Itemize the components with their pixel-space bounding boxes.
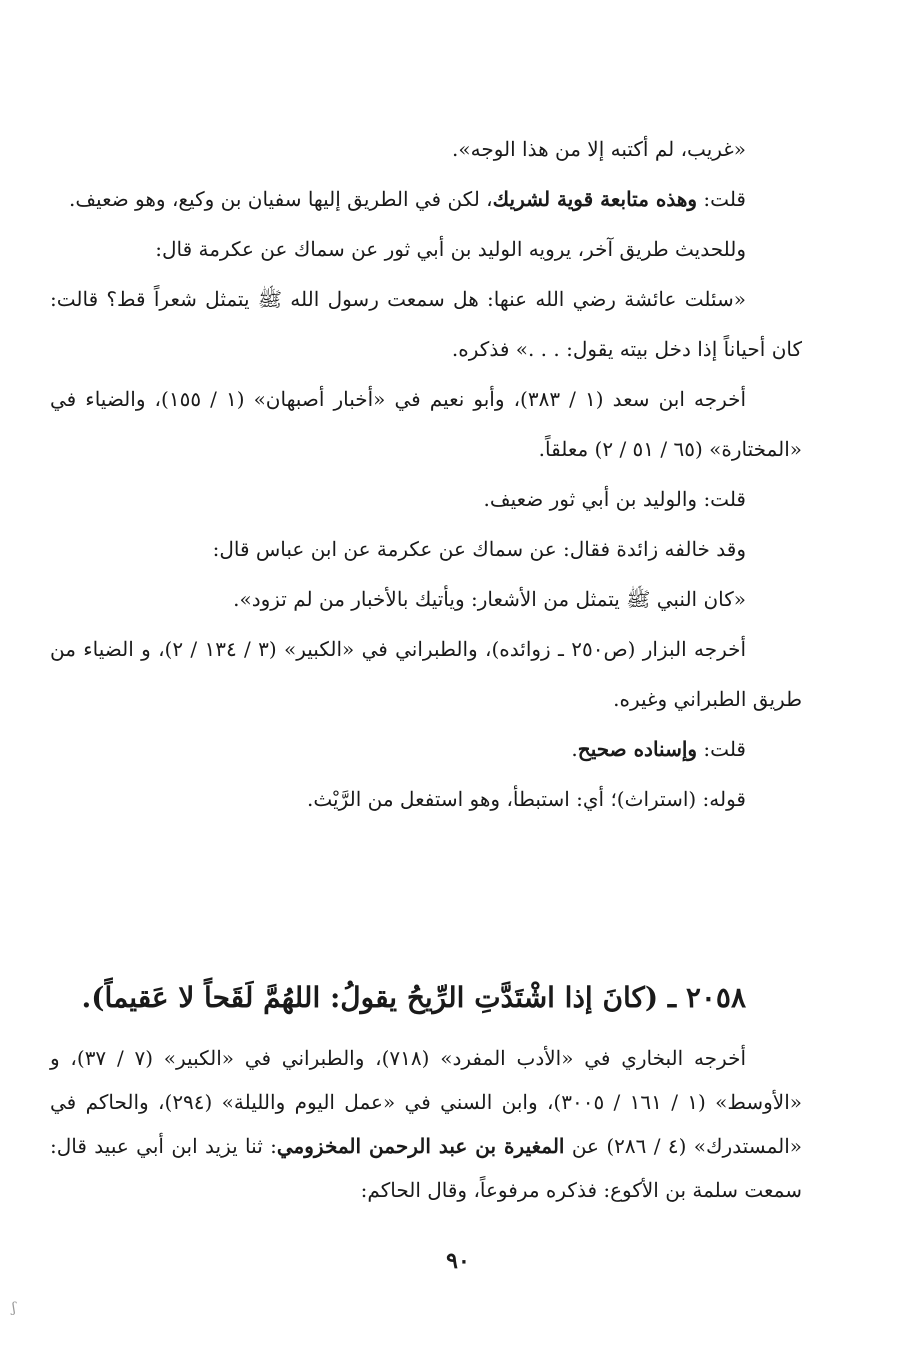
takhrij-text: أخرجه البخاري في «الأدب المفرد» (٧١٨)، والطبراني في «الكبير» (٧ / ٣٧)، و «الأوسط» (١ / ١٦١ / ٣٠٠٥)، وابن السني في «عمل اليوم والليلة» (٢٩٤)، والحاكم في «المستدرك» (٤ / ٢٨٦) عن [50,1046,803,1158]
hadith-heading: ٢٠٥٨ ـ (كانَ إذا اشْتَدَّتِ الرِّيحُ يقولُ: اللهُمَّ لَقَحاً لا عَقيماً). [81,981,746,1014]
note-rest: . [571,737,578,761]
paragraph-note-sharik [50,174,802,224]
paragraph-istarath: قوله: (استراث)؛ أي: استبطأ، وهو استفعل من الرَّيْث. [307,787,746,811]
paragraph-takhrij-ibn-saad: أخرجه ابن سعد (١ / ٣٨٣)، وأبو نعيم في «أخبار أصبهان» (١ / ١٥٥)، والضياء في «المختارة» (٦٥ / ٥١ / ٢) معلقاً. [50,387,802,461]
paragraph-note-waleed: قلت: والوليد بن أبي ثور ضعيف. [483,487,746,511]
paragraph-takhrij-bazzar: أخرجه البزار (ص٢٥٠ ـ زوائده)، والطبراني في «الكبير» (٣ / ١٣٤ / ٢)، و الضياء من طريق الطبراني وغيره. [50,637,802,711]
paragraph-quote-ghareeb: «غريب، لم أكتبه إلا من هذا الوجه». [452,137,746,161]
bold-phrase: وإسناده صحيح [577,737,698,761]
paragraph-another-route: وللحديث طريق آخر، يرويه الوليد بن أبي ثور عن سماك عن عكرمة قال: [155,237,746,261]
paragraph-prophet-quote: «كان النبي ﷺ يتمثل من الأشعار: ويأتيك بالأخبار من لم تزود». [233,587,746,611]
bold-phrase: وهذه متابعة قوية لشريك [492,187,698,211]
page-number: ٩٠ [446,1248,470,1274]
paragraph-aisha-quote: «سئلت عائشة رضي الله عنها: هل سمعت رسول الله ﷺ يتمثل شعراً قط؟ قالت: كان أحياناً إذا دخل بيته يقول: . . .» فذكره. [50,287,802,361]
body-text-bottom [50,1036,802,1212]
note-prefix: قلت: [697,737,746,761]
takhrij-rest: : ثنا يزيد ابن أبي عبيد قال: سمعت سلمة بن الأكوع: فذكره مرفوعاً، وقال الحاكم: [50,1134,802,1202]
paragraph-takhrij-bukhari [50,1036,802,1212]
body-text-top [50,124,802,824]
paragraph-note-sahih [50,724,802,774]
paragraph-zaida: وقد خالفه زائدة فقال: عن سماك عن عكرمة عن ابن عباس قال: [212,537,746,561]
margin-mark: ʃ [12,1300,16,1316]
note-prefix: قلت: [697,187,746,211]
bold-narrator: المغيرة بن عبد الرحمن المخزومي [276,1134,565,1158]
note-rest: ، لكن في الطريق إليها سفيان بن وكيع، وهو ضعيف. [68,187,493,211]
